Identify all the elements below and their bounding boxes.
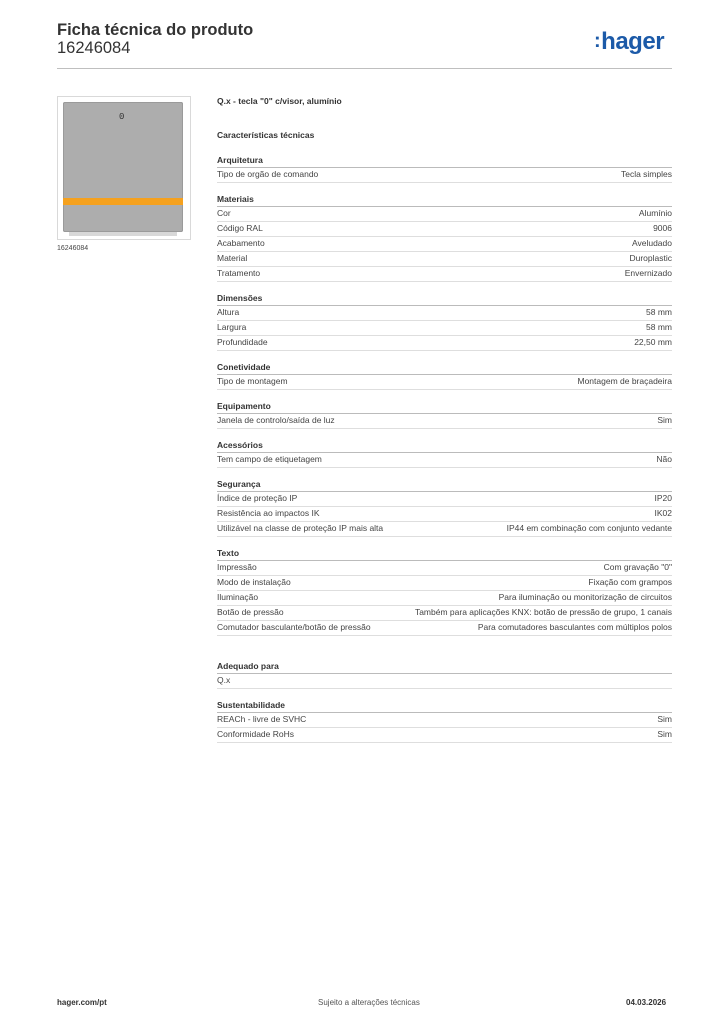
- spec-row: [217, 561, 672, 576]
- spec-section: [217, 361, 672, 390]
- spec-label: Índice de proteção IP: [217, 493, 298, 503]
- spec-row: [217, 375, 672, 390]
- spec-label: REACh - livre de SVHC: [217, 714, 307, 724]
- spec-section: [217, 439, 672, 468]
- spec-value: Fixação com grampos: [588, 577, 672, 587]
- hager-logo: :hager: [594, 28, 665, 55]
- spec-label: Cor: [217, 208, 231, 218]
- spec-value: Envernizado: [624, 268, 672, 278]
- spec-row: [217, 306, 672, 321]
- spec-row: [217, 267, 672, 282]
- spec-value: Sim: [657, 729, 672, 739]
- footer-notice: Sujeito a alterações técnicas: [318, 998, 420, 1007]
- section-title: Texto: [217, 547, 672, 561]
- section-title: Dimensões: [217, 292, 672, 306]
- spec-row: [217, 453, 672, 468]
- spec-row: [217, 507, 672, 522]
- spec-value: Para comutadores basculantes com múltiplos polos: [477, 622, 672, 632]
- spec-row: [217, 252, 672, 267]
- spec-sections: [217, 154, 672, 636]
- spec-label: Tipo de montagem: [217, 376, 288, 386]
- product-title: Q.x - tecla "0" c/visor, alumínio: [217, 96, 342, 106]
- spec-value: Tecla simples: [620, 169, 672, 179]
- spec-row: [217, 492, 672, 507]
- spec-section: [217, 699, 672, 743]
- image-caption: 16246084: [57, 245, 89, 252]
- spec-value: Também para aplicações KNX: botão de pressão de grupo, 1 canais: [414, 607, 672, 617]
- footer-date: 04.03.2026: [626, 998, 667, 1007]
- spec-label: Tipo de orgão de comando: [217, 169, 319, 179]
- spec-row: [217, 606, 672, 621]
- spec-label: Código RAL: [217, 223, 263, 233]
- header-divider: [57, 68, 672, 69]
- spec-value: Montagem de braçadeira: [577, 376, 672, 386]
- section-title: Equipamento: [217, 400, 672, 414]
- engraving-mark: 0: [119, 112, 125, 122]
- spec-label: Profundidade: [217, 337, 268, 347]
- spec-section: [217, 154, 672, 183]
- spec-row: [217, 591, 672, 606]
- section-title: Arquitetura: [217, 154, 672, 168]
- spec-section: [217, 193, 672, 282]
- section-title: Acessórios: [217, 439, 672, 453]
- spec-label: Comutador basculante/botão de pressão: [217, 622, 371, 632]
- spec-value: 58 mm: [646, 322, 672, 332]
- spec-value: Não: [656, 454, 672, 464]
- spec-value: Duroplastic: [629, 253, 672, 263]
- spec-value: Sim: [657, 415, 672, 425]
- spec-value: 22,50 mm: [634, 337, 672, 347]
- spec-section: [217, 660, 672, 689]
- spec-row: [217, 713, 672, 728]
- spec-row: [217, 168, 672, 183]
- spec-row: [217, 728, 672, 743]
- label-field: [69, 232, 177, 236]
- spec-row: [217, 576, 672, 591]
- spec-label: Q.x: [217, 675, 231, 685]
- spec-row: [217, 222, 672, 237]
- spec-value: Com gravação "0": [603, 562, 672, 572]
- indicator-strip: [63, 198, 183, 205]
- spec-label: Iluminação: [217, 592, 259, 602]
- spec-value: IP20: [654, 493, 672, 503]
- spec-row: [217, 414, 672, 429]
- spec-label: Impressão: [217, 562, 257, 572]
- spec-value: 9006: [653, 223, 672, 233]
- section-title: Conetividade: [217, 361, 672, 375]
- spec-label: Tratamento: [217, 268, 261, 278]
- product-code: 16246084: [57, 39, 131, 57]
- section-title: Sustentabilidade: [217, 699, 672, 713]
- spec-row: [217, 621, 672, 636]
- spec-row: [217, 522, 672, 537]
- spec-section: [217, 478, 672, 537]
- product-image: [57, 96, 191, 240]
- spec-row: [217, 674, 672, 689]
- spec-section: [217, 400, 672, 429]
- logo-text: hager: [601, 28, 665, 55]
- section-title: Segurança: [217, 478, 672, 492]
- spec-row: [217, 321, 672, 336]
- spec-value: IK02: [654, 508, 672, 518]
- spec-label: Modo de instalação: [217, 577, 291, 587]
- spec-value: Sim: [657, 714, 672, 724]
- spec-label: Material: [217, 253, 248, 263]
- section-title: Adequado para: [217, 660, 672, 674]
- spec-sections-extra: [217, 660, 672, 743]
- spec-label: Tem campo de etiquetagem: [217, 454, 322, 464]
- spec-label: Janela de controlo/saída de luz: [217, 415, 335, 425]
- spec-label: Utilizável na classe de proteção IP mais alta: [217, 523, 384, 533]
- footer-website: hager.com/pt: [57, 998, 107, 1007]
- spec-label: Conformidade RoHs: [217, 729, 295, 739]
- spec-row: [217, 207, 672, 222]
- spec-label: Botão de pressão: [217, 607, 284, 617]
- page-title: Ficha técnica do produto: [57, 21, 254, 39]
- spec-row: [217, 336, 672, 351]
- spec-section: [217, 547, 672, 636]
- spec-label: Resistência ao impactos IK: [217, 508, 320, 518]
- spec-row: [217, 237, 672, 252]
- spec-content: [217, 96, 672, 743]
- spec-value: Alumínio: [638, 208, 672, 218]
- spec-value: Para iluminação ou monitorização de circuitos: [498, 592, 672, 602]
- spec-section: [217, 292, 672, 351]
- spec-value: 58 mm: [646, 307, 672, 317]
- specs-heading: Características técnicas: [217, 130, 315, 140]
- switch-plate: [63, 102, 183, 232]
- spec-label: Acabamento: [217, 238, 265, 248]
- spec-value: IP44 em combinação com conjunto vedante: [506, 523, 672, 533]
- spec-label: Largura: [217, 322, 247, 332]
- spec-value: Aveludado: [631, 238, 672, 248]
- section-title: Materiais: [217, 193, 672, 207]
- spec-label: Altura: [217, 307, 240, 317]
